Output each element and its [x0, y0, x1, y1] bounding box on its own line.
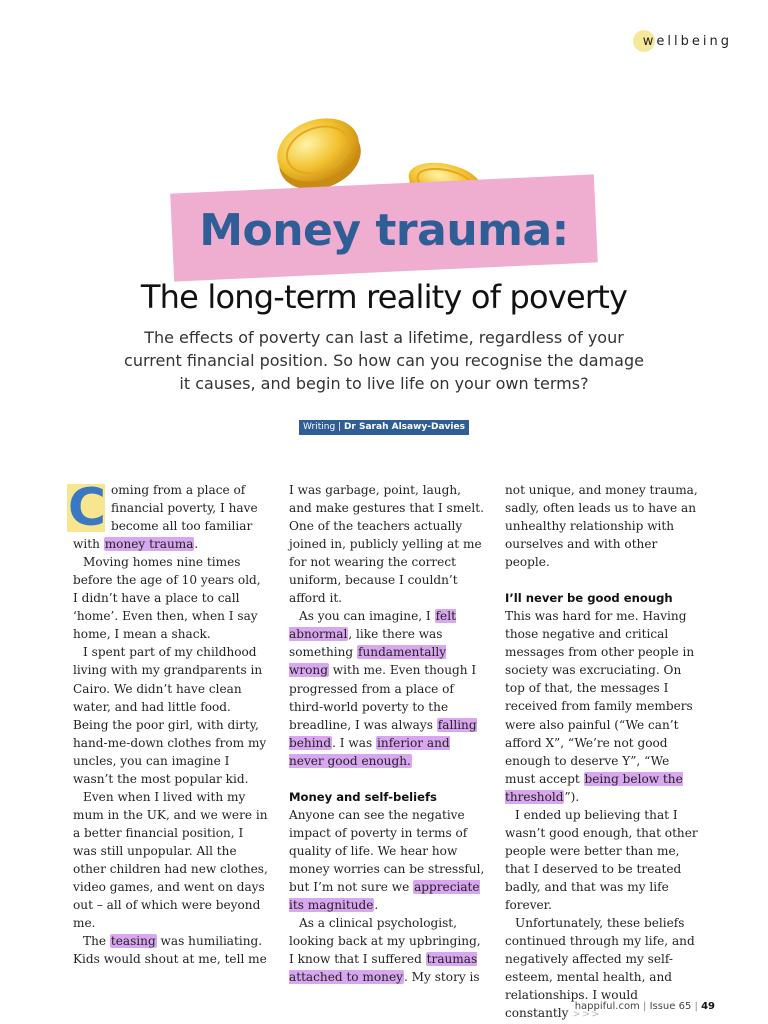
- section-heading: Money and self-beliefs: [289, 789, 437, 804]
- page-footer: [575, 1001, 715, 1012]
- coin-large-illustration: [272, 110, 366, 194]
- paragraph: I was garbage, point, laugh, and make gestures that I smelt. One of the teachers actually joined in, publicly yelling at me for not wearing the correct uniform, because I couldn’t afford it.: [289, 483, 484, 606]
- article-subtitle: The long-term reality of poverty: [140, 278, 628, 316]
- paragraph: This was hard for me. Having those negative and critical messages from other people in society was excruciating. On top of that, the messages I received from family members were also painful (“We can’t afford X”, “We’re not good enough to deserve Y”, “We must accept being below the threshold”).: [505, 609, 695, 804]
- footer-separator: |: [694, 1001, 698, 1012]
- paragraph: Unfortunately, these beliefs continued through my life, and negatively affected my self-esteem, mental health, and relationships. I would constantly >>>: [505, 916, 695, 1021]
- article-column-1: [67, 478, 269, 968]
- drop-cap: [67, 478, 107, 538]
- section-label: wellbeing: [642, 34, 732, 49]
- article-column-3: [505, 481, 701, 1024]
- highlight: teasing: [110, 934, 156, 949]
- highlight: money trauma: [104, 537, 194, 552]
- highlight: inferior and never good enough.: [289, 735, 450, 768]
- paragraph: oming from a place of financial poverty, I have become all too familiar with money trauma.: [73, 483, 258, 552]
- page-number: 49: [701, 1001, 715, 1012]
- paragraph: Even when I lived with my mum in the UK, and we were in a better financial position, I was still unpopular. All the other children had new clothes, video games, and went on days out – all of which were beyond me.: [73, 789, 268, 931]
- paragraph: I ended up believing that I wasn’t good enough, that other people were better than me, that I deserved to be treated badly, and that was my life forever.: [505, 807, 698, 912]
- article-title: Money trauma:: [199, 205, 569, 256]
- byline-author: Dr Sarah Alsawy-Davies: [343, 422, 465, 432]
- paragraph: Anyone can see the negative impact of poverty in terms of quality of life. We hear how money worries can be stressful, but I’m not sure we appreciate its magnitude.: [289, 807, 485, 912]
- byline-box: [299, 420, 469, 435]
- byline-role: Writing |: [303, 422, 342, 432]
- paragraph: not unique, and money trauma, sadly, often leads us to have an unhealthy relationship with ourselves and with other people.: [505, 483, 698, 570]
- footer-site: happiful.com: [574, 1001, 640, 1012]
- byline: [0, 414, 768, 435]
- drop-cap-letter: C: [67, 478, 107, 538]
- highlight: being below the threshold: [505, 771, 683, 804]
- paragraph: As a clinical psychologist, looking back at my upbringing, I know that I suffered traumas attached to money. My story is: [289, 916, 481, 985]
- continue-arrows: >>>: [572, 1009, 601, 1021]
- article-column-2: [289, 481, 485, 986]
- footer-separator: |: [643, 1001, 647, 1012]
- highlight: felt abnormal: [289, 609, 456, 642]
- footer-issue: Issue 65: [649, 1001, 692, 1012]
- highlight: appreciate its magnitude: [289, 879, 480, 912]
- highlight: fundamentally wrong: [289, 645, 447, 678]
- paragraph: The teasing was humiliating. Kids would shout at me, tell me: [73, 934, 267, 967]
- paragraph: As you can imagine, I felt abnormal, like there was something fundamentally wrong with me. Even though I progressed from a place of third-world poverty to the breadline, I was always falling behind. I was inferior and never good enough.: [289, 609, 477, 768]
- paragraph: I spent part of my childhood living with my grandparents in Cairo. We didn’t have clean water, and had little food. Being the poor girl, with dirty, hand-me-down clothes from my uncles, you can imagine I wasn’t the most popular kid.: [73, 645, 267, 786]
- section-heading: I’ll never be good enough: [505, 591, 673, 606]
- section-tag: [643, 30, 732, 54]
- standfirst: The effects of poverty can last a lifetime, regardless of your current financial position. So how can you recognise the damage it causes, and begin to live life on your own terms?: [124, 328, 644, 393]
- highlight: traumas attached to money: [289, 952, 478, 985]
- paragraph: Moving homes nine times before the age of 10 years old, I didn’t have a place to call ‘home’. Even then, when I say home, I mean a shack.: [73, 555, 261, 642]
- highlight: falling behind: [289, 717, 477, 750]
